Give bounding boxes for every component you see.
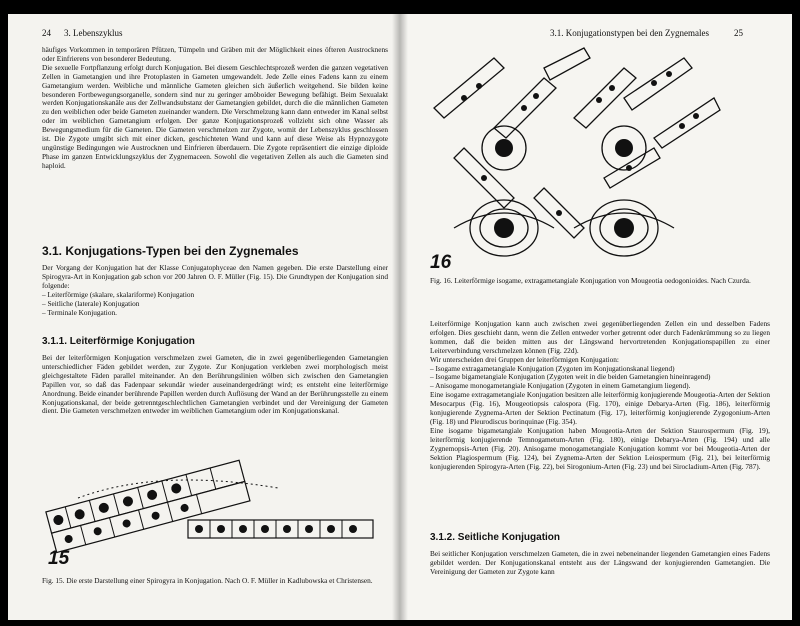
right-subsection-paragraph: Bei seitlicher Konjugation verschmelzen Gameten, die in zwei nebeneinander liegenden Gametangien eines Fadens gebildet werden. Der Konjugationskanal entsteht aus der Längswand der konjugierenden Gametangien. Die Vereinigung der Gameten zur Zygote kann (430, 549, 770, 576)
subsection-heading: 3.1.1. Leiterförmige Konjugation (42, 336, 195, 347)
left-intro-text (42, 46, 388, 171)
list-item: – Terminale Konjugation. (42, 307, 117, 317)
list-item: – Isogame bigametangiale Konjugation (Zygoten weit in die beiden Gametangien hineinragend) (430, 372, 711, 382)
figure-16-caption: Fig. 16. Leiterförmige isogame, extragametangiale Konjugation von Mougeotia oedogonioides. Nach Czurda. (430, 276, 751, 285)
right-body-text (430, 320, 770, 471)
right-paragraph: Eine isogame bigametangiale Konjugation haben Mougeotia-Arten der Sektion Staurospermum (Fig. 19), leiterförmig konjugierende Temnogametum-Arten (Fig. 180), einige Debarya-Arten (Fig. 194) und alle Zygnemopsis-Arten (Fig. 20). Anisogame monogametangiale Konjugation kommt vor bei Mougeotia-Arten der Sektion Plagiospermum (Fig. 124), bei Zygnema-Arten der Sektion Leiospermum (Fig. 21), bei leiterförmig konjugierenden Spirogyra-Arten (Fig. 22), bei Sirogonium-Arten (Fig. 23) und bei Sirocladium-Arten (Fig. 787). (430, 425, 770, 471)
figure-15-number: 15 (48, 548, 70, 569)
book-gutter (392, 14, 408, 620)
left-page (8, 14, 400, 620)
section-heading: 3.1. Konjugations-Typen bei den Zygnemales (42, 244, 299, 258)
left-running-head: 3. Lebenszyklus (64, 28, 123, 38)
list-item: – Anisogame monogametangiale Konjugation (Zygoten in einem Gametangium liegend). (430, 381, 691, 391)
right-page-number: 25 (734, 28, 743, 38)
right-running-head: 3.1. Konjugationstypen bei den Zygnemales (550, 28, 709, 38)
conjugation-types-list (42, 291, 388, 318)
left-page-number: 24 (42, 28, 51, 38)
right-page (400, 14, 792, 620)
right-paragraph: Leiterförmige Konjugation kann auch zwischen zwei gegenüberliegenden Zellen ein und desselben Fadens erfolgen. Dies geschieht dann, wenn die Zellen entweder vorher getrennt oder durch Fadenkrümmung so zu liegen kommen, daß die beiden mitten aus der Längswand hervortretenden Konjugationspapillen zu einer Leiterverbindung verschmelzen können (Fig. 22d). (430, 319, 770, 355)
figure-15-illustration (38, 458, 378, 563)
list-item: – Seitliche (laterale) Konjugation (42, 298, 140, 308)
figure-15-caption: Fig. 15. Die erste Darstellung einer Spirogyra in Konjugation. Nach O. F. Müller in Kadlubowska et Christensen. (42, 576, 373, 585)
intro-paragraph: Die sexuelle Fortpflanzung erfolgt durch Konjugation. Bei diesem Geschlechtsprozeß werden die ganzen vegetativen Zellen in Gametangien und ihre Protoplasten in Gameten umgewandelt. Jede Zelle eines Fadens kann zu einem Gametangium werden. Weibliche und männliche Gameten gleichen sich äußerlich weitgehend. Sie bilden keine besonderen Fortbewegungsorganelle, sondern sind nur zu geringer amöboider Bewegung befähigt. Beim Sexualakt werden Konjugationskanäle aus der Zellwandsubstanz der Gametangien gebildet, durch die die männlichen Gameten zu den weiblichen oder beide Gameten zueinander wandern. Die Verschmelzung kann dann entweder im Kanal selbst oder im weiblichen Gametangium erfolgen. Der ganze Konjugationsprozeß vollzieht sich ohne Wasser als Bewegungsmedium für die Gameten. Die Gameten verschmelzen zur Zygote, womit der Lebenszyklus geschlossen ist. Die Zygote umgibt sich mit einer dicken, geschichteten Wand und kann auf diese Weise als Hypnozygote ungünstige Bedingungen wie Austrocknen und Einfrieren überdauern. Die Zygote repräsentiert die einzige diploide Phase im ganzen Entwicklungszyklus der Zygnemaceen. Sowohl die vegetativen Zellen als auch die Gameten sind haploid. (42, 62, 388, 170)
section-text (42, 264, 388, 317)
book-spread (8, 14, 792, 620)
subsection-paragraph: Bei der leiterförmigen Konjugation verschmelzen zwei Gameten, die in zwei gegenüberliegenden Gametangien unterschiedlicher Fäden gebildet werden, zur Zygote. Zur Konjugation verkleben zwei morphologisch meist gleichgestaltete Fäden parallel miteinander. An den Berührungslinien wölben sich zwischen den Gametangien Papillen vor, so daß das Fadenpaar sekundär wieder auseinandergedrängt wird; es entsteht eine leiterförmige Anordnung. Beide einander berührende Papillen werden durch Auflösung der Wand an der Berührungsstelle zu einem Konjugationskanal, der beide getrenntgeschlechtlichen Gametangien verbindet und der Vereinigung der Gameten dient. Die Gameten verschmelzen entweder im weiblichen Gametangium oder im Konjugationskanal. (42, 353, 388, 416)
subsection-heading-2: 3.1.2. Seitliche Konjugation (430, 532, 561, 543)
right-subsection-text (430, 550, 770, 577)
intro-paragraph: häufiges Vorkommen in temporären Pfützen, Tümpeln und Gräben mit der Möglichkeit eines öfteren Austrocknens oder Einfrierens von besonderer Bedeutung. (42, 45, 388, 63)
figure-16-illustration (424, 38, 724, 268)
right-paragraph: Wir unterscheiden drei Gruppen der leiterförmigen Konjugation: (430, 354, 619, 364)
list-item: – Leiterförmige (skalare, skalariforme) Konjugation (42, 289, 195, 299)
conjugation-groups-list (430, 365, 770, 392)
subsection-text (42, 354, 388, 416)
section-paragraph: Der Vorgang der Konjugation hat der Klasse Conjugatophyceae den Namen gegeben. Die erste Darstellung einer Spirogyra-Art in Konjugation gab schon vor 200 Jahren O. F. Müller (Fig. 15). Die Grundtypen der Konjugation sind folgende: (42, 263, 388, 290)
figure-16-number: 16 (430, 252, 452, 273)
list-item: – Isogame extragametangiale Konjugation (Zygoten im Konjugationskanal liegend) (430, 363, 675, 373)
right-paragraph: Eine isogame extragametangiale Konjugation besitzen alle leiterförmig konjugierende Mougeotia-Arten der Sektion Mesocarpus (Fig. 16), Mougeotiopsis calospora (Fig. 170), einige Debarya-Arten (Fig. 186), leiterförmig konjugierende Zygnema-Arten der Sektion Pectinatum (Fig. 17), leiterförmig konjugierende Zygogonium-Arten (Fig. 18) und Pleurodiscus borinquinae (Fig. 354). (430, 390, 770, 426)
